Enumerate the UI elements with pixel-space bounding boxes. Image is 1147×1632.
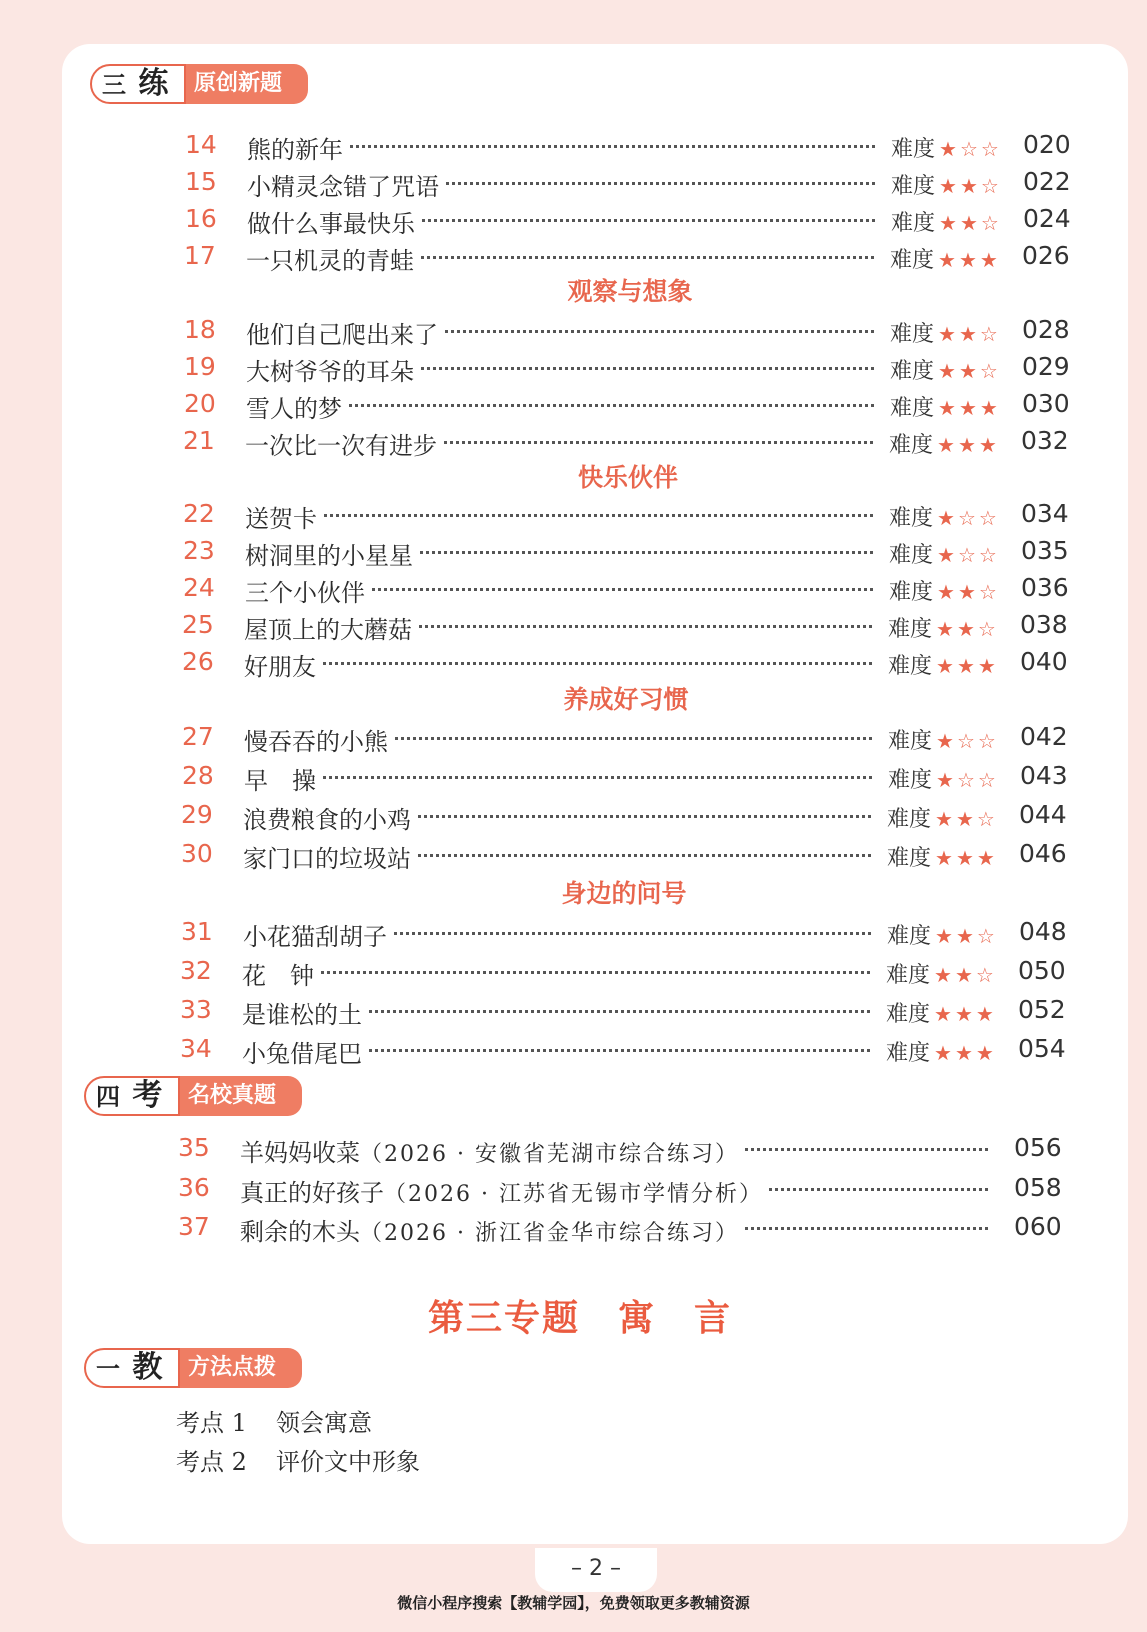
- entry-number: 23: [183, 536, 215, 565]
- difficulty: [889, 538, 1000, 569]
- entry-title: 送贺卡: [245, 499, 323, 534]
- difficulty-stars: ★★★: [934, 1041, 997, 1065]
- toc-entry[interactable]: [184, 389, 1070, 425]
- difficulty-label: 难度: [890, 248, 935, 273]
- difficulty: [887, 802, 998, 833]
- difficulty: [890, 354, 1001, 385]
- difficulty-label: 难度: [891, 174, 936, 199]
- difficulty: [889, 501, 1000, 532]
- entry-page: 044: [1019, 800, 1067, 829]
- entry-title: 早 操: [244, 761, 322, 796]
- difficulty-label: 难度: [890, 396, 935, 421]
- entry-page: 048: [1019, 917, 1067, 946]
- difficulty-label: 难度: [887, 924, 932, 949]
- toc-exam-entry[interactable]: [178, 1173, 1062, 1209]
- difficulty: [888, 649, 999, 680]
- toc-entry[interactable]: [185, 130, 1070, 166]
- entry-page: 034: [1021, 499, 1069, 528]
- entry-number: 29: [181, 800, 213, 829]
- difficulty-stars: ★★☆: [936, 617, 999, 641]
- difficulty-label: 难度: [888, 729, 933, 754]
- entry-page: 052: [1018, 995, 1066, 1024]
- difficulty-stars: ★☆☆: [937, 506, 1000, 530]
- entry-title: 他们自己爬出来了: [246, 315, 444, 350]
- entry-number: 25: [182, 610, 214, 639]
- toc-entry[interactable]: [183, 499, 1070, 535]
- difficulty-stars: ★★★: [938, 248, 1001, 272]
- entry-page: 046: [1019, 839, 1067, 868]
- entry-number: 21: [183, 426, 215, 455]
- difficulty-stars: ★★☆: [934, 963, 997, 987]
- entry-number: 18: [184, 315, 216, 344]
- difficulty-stars: ★☆☆: [936, 768, 999, 792]
- entry-number: 16: [185, 204, 217, 233]
- entry-number: 22: [183, 499, 215, 528]
- difficulty: [890, 391, 1001, 422]
- footer-note: 微信小程序搜索【教辅学园】，免费领取更多教辅资源: [397, 1594, 750, 1612]
- group-heading-observe: 观察与想象: [567, 277, 693, 306]
- page-number: – 2 –: [571, 1556, 621, 1581]
- difficulty: [890, 243, 1001, 274]
- entry-title: 剩余的木头（2026 · 浙江省金华市综合练习）: [240, 1212, 745, 1247]
- toc-entry[interactable]: [182, 610, 1070, 646]
- difficulty: [891, 169, 1002, 200]
- difficulty-label: 难度: [890, 359, 935, 384]
- key-point-label: 考点 2: [176, 1448, 247, 1476]
- group-heading-questions: 身边的问号: [561, 879, 687, 908]
- difficulty-stars: ★★☆: [939, 211, 1002, 235]
- difficulty-label: 难度: [887, 807, 932, 832]
- leader-dots: [262, 776, 872, 779]
- difficulty-label: 难度: [891, 211, 936, 236]
- entry-page: 020: [1023, 130, 1071, 159]
- section-badge-caption: 方法点拨: [166, 1348, 302, 1388]
- entry-number: 26: [182, 647, 214, 676]
- section-badge-label: 一 教: [84, 1348, 180, 1388]
- difficulty: [890, 317, 1001, 348]
- key-point-label: 考点 1: [176, 1409, 247, 1437]
- difficulty: [888, 612, 999, 643]
- leader-dots: [264, 404, 874, 407]
- difficulty-label: 难度: [887, 846, 932, 871]
- toc-entry[interactable]: [182, 761, 1070, 797]
- entry-page: 036: [1021, 573, 1069, 602]
- entry-source: （2026 · 安徽省芜湖市综合练习）: [360, 1142, 739, 1167]
- difficulty-label: 难度: [889, 433, 934, 458]
- difficulty-label: 难度: [886, 1002, 931, 1027]
- entry-number: 28: [182, 761, 214, 790]
- key-point-text: 评价文中形象: [276, 1448, 420, 1476]
- entry-number: 36: [178, 1173, 210, 1202]
- entry-number: 27: [182, 722, 214, 751]
- entry-page: 026: [1022, 241, 1070, 270]
- entry-number: 33: [180, 995, 212, 1024]
- toc-entry[interactable]: [185, 167, 1070, 203]
- difficulty-stars: ★★★: [938, 396, 1001, 420]
- entry-title: 雪人的梦: [246, 389, 348, 424]
- entry-title: 一次比一次有进步: [245, 426, 443, 461]
- difficulty-stars: ★★★: [937, 433, 1000, 457]
- difficulty: [889, 575, 1000, 606]
- group-heading-friends: 快乐伙伴: [577, 463, 678, 492]
- section-badge-label: 四 考: [84, 1076, 180, 1116]
- toc-entry[interactable]: [183, 426, 1070, 462]
- entry-page: 040: [1020, 647, 1068, 676]
- difficulty-stars: ★☆☆: [937, 543, 1000, 567]
- section-badge-caption: 原创新题: [172, 64, 308, 104]
- toc-entry[interactable]: [184, 352, 1070, 388]
- entry-number: 20: [184, 389, 216, 418]
- toc-entry[interactable]: [183, 573, 1070, 609]
- difficulty: [887, 919, 998, 950]
- difficulty-label: 难度: [888, 617, 933, 642]
- toc-entry[interactable]: [180, 995, 1070, 1031]
- key-point-text: 领会寓意: [276, 1409, 372, 1437]
- leader-dots: [265, 145, 875, 148]
- difficulty: [889, 428, 1000, 459]
- difficulty-stars: ★☆☆: [939, 137, 1002, 161]
- entry-title: 花 钟: [242, 956, 320, 991]
- entry-number: 37: [178, 1212, 210, 1241]
- toc-entry[interactable]: [183, 536, 1070, 572]
- entry-title: 浪费粮食的小鸡: [243, 800, 417, 835]
- entry-page: 029: [1022, 352, 1070, 381]
- section-badge-caption: 名校真题: [166, 1076, 302, 1116]
- entry-page: 060: [1014, 1212, 1062, 1241]
- entry-page: 035: [1021, 536, 1069, 565]
- entry-title: 做什么事最快乐: [247, 204, 421, 239]
- toc-entry[interactable]: [181, 800, 1070, 836]
- toc-exam-entry[interactable]: [178, 1212, 1062, 1248]
- difficulty-stars: ★★☆: [938, 322, 1001, 346]
- entry-number: 24: [183, 573, 215, 602]
- entry-page: 056: [1014, 1133, 1062, 1162]
- entry-number: 15: [185, 167, 217, 196]
- difficulty: [888, 724, 999, 755]
- difficulty-label: 难度: [889, 506, 934, 531]
- difficulty-stars: ★★★: [936, 654, 999, 678]
- entry-page: 028: [1022, 315, 1070, 344]
- entry-number: 34: [180, 1034, 212, 1063]
- entry-title: 慢吞吞的小熊: [244, 722, 394, 757]
- entry-title: 小花猫刮胡子: [243, 917, 393, 952]
- entry-number: 30: [181, 839, 213, 868]
- entry-page: 032: [1021, 426, 1069, 455]
- entry-page: 050: [1018, 956, 1066, 985]
- difficulty-stars: ★★★: [934, 1002, 997, 1026]
- entry-title: 一只机灵的青蛙: [246, 241, 420, 276]
- entry-number: 17: [184, 241, 216, 270]
- entry-number: 35: [178, 1133, 210, 1162]
- group-heading-habits: 养成好习惯: [563, 685, 689, 714]
- entry-title: 树洞里的小星星: [245, 536, 419, 571]
- difficulty: [886, 997, 997, 1028]
- difficulty-stars: ★★☆: [935, 924, 998, 948]
- difficulty-label: 难度: [889, 543, 934, 568]
- toc-entry[interactable]: [181, 839, 1070, 875]
- entry-page: 022: [1023, 167, 1071, 196]
- section-badge-label: 三 练: [90, 64, 186, 104]
- entry-title: 家门口的垃圾站: [243, 839, 417, 874]
- entry-title: 好朋友: [244, 647, 322, 682]
- difficulty-stars: ★★☆: [935, 807, 998, 831]
- entry-title: 真正的好孩子（2026 · 江苏省无锡市学情分析）: [240, 1173, 769, 1208]
- entry-title: 熊的新年: [247, 130, 349, 165]
- entry-page: 043: [1020, 761, 1068, 790]
- difficulty-label: 难度: [888, 654, 933, 679]
- difficulty-stars: ★★☆: [937, 580, 1000, 604]
- toc-entry[interactable]: [184, 315, 1070, 351]
- difficulty-label: 难度: [889, 580, 934, 605]
- leader-dots: [260, 971, 870, 974]
- entry-title: 大树爷爷的耳朵: [246, 352, 420, 387]
- entry-title: 屋顶上的大蘑菇: [244, 610, 418, 645]
- entry-title: 羊妈妈收菜（2026 · 安徽省芜湖市综合练习）: [240, 1133, 745, 1168]
- difficulty: [887, 841, 998, 872]
- chapter-title: 第三专题 寓 言: [427, 1298, 732, 1339]
- leader-dots: [262, 662, 872, 665]
- entry-page: 058: [1014, 1173, 1062, 1202]
- difficulty-stars: ★☆☆: [936, 729, 999, 753]
- difficulty-stars: ★★★: [935, 846, 998, 870]
- difficulty-label: 难度: [890, 322, 935, 347]
- entry-title: 小兔借尾巴: [242, 1034, 368, 1069]
- toc-entry[interactable]: [180, 956, 1070, 992]
- entry-page: 054: [1018, 1034, 1066, 1063]
- entry-title: 小精灵念错了咒语: [247, 167, 445, 202]
- toc-entry[interactable]: [182, 647, 1070, 683]
- entry-page: 038: [1020, 610, 1068, 639]
- key-point-2[interactable]: [176, 1442, 420, 1477]
- difficulty-stars: ★★☆: [939, 174, 1002, 198]
- difficulty-label: 难度: [886, 963, 931, 988]
- entry-title: 三个小伙伴: [245, 573, 371, 608]
- entry-title: 是谁松的土: [242, 995, 368, 1030]
- entry-page: 030: [1022, 389, 1070, 418]
- entry-source: （2026 · 浙江省金华市综合练习）: [360, 1221, 739, 1246]
- difficulty: [891, 206, 1002, 237]
- toc-exam-entry[interactable]: [178, 1133, 1062, 1169]
- entry-source: （2026 · 江苏省无锡市学情分析）: [384, 1182, 763, 1207]
- entry-page: 042: [1020, 722, 1068, 751]
- entry-number: 19: [184, 352, 216, 381]
- entry-number: 14: [185, 130, 217, 159]
- difficulty-label: 难度: [891, 137, 936, 162]
- difficulty: [886, 1036, 997, 1067]
- toc-entry[interactable]: [182, 722, 1070, 758]
- difficulty-stars: ★★☆: [938, 359, 1001, 383]
- toc-entry[interactable]: [185, 204, 1070, 240]
- key-point-1[interactable]: [176, 1403, 372, 1438]
- toc-entry[interactable]: [181, 917, 1070, 953]
- toc-entry[interactable]: [180, 1034, 1070, 1070]
- leader-dots: [263, 514, 873, 517]
- difficulty: [888, 763, 999, 794]
- entry-number: 32: [180, 956, 212, 985]
- difficulty-label: 难度: [886, 1041, 931, 1066]
- difficulty: [886, 958, 997, 989]
- entry-page: 024: [1023, 204, 1071, 233]
- difficulty: [891, 132, 1002, 163]
- difficulty-label: 难度: [888, 768, 933, 793]
- entry-number: 31: [181, 917, 213, 946]
